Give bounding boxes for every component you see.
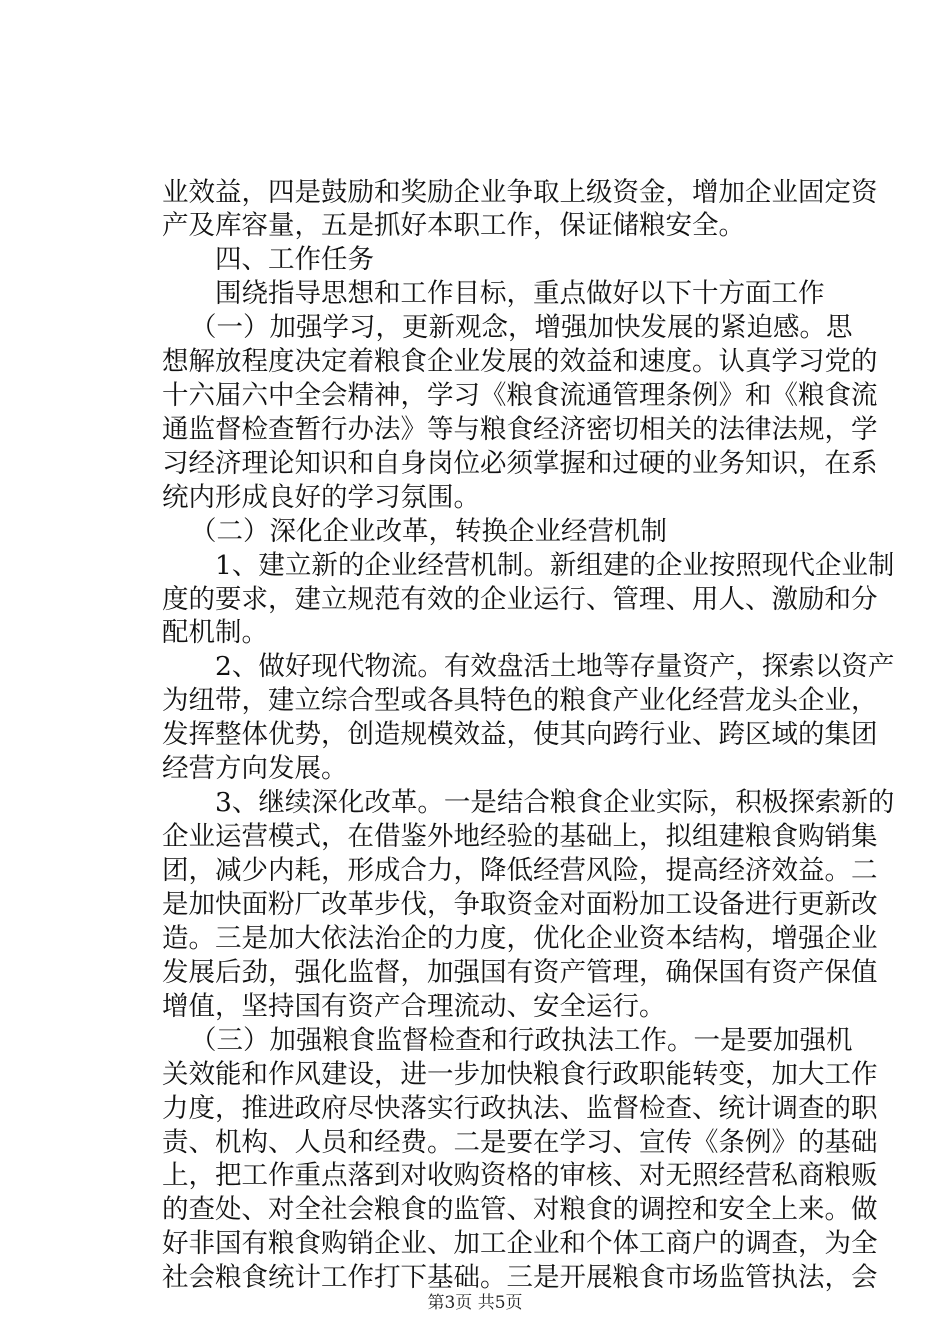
text-line: 经营方向发展。 [162,753,348,784]
text-line: 企业运营模式，在借鉴外地经验的基础上，拟组建粮食购销集 [162,821,878,852]
text-line: 上，把工作重点落到对收购资格的审核、对无照经营私商粮贩 [162,1160,878,1191]
text-line: 为纽带，建立综合型或各具特色的粮食产业化经营龙头企业， [162,685,878,716]
subsection-heading: （二）深化企业改革，转换企业经营机制 [190,516,667,547]
section-heading: 四、工作任务 [215,244,374,275]
text-line: 度的要求，建立规范有效的企业运行、管理、用人、激励和分 [162,584,878,615]
text-line: 业效益，四是鼓励和奖励企业争取上级资金，增加企业固定资 [162,177,878,208]
text-line: 十六届六中全会精神，学习《粮食流通管理条例》和《粮食流 [162,380,878,411]
text-line: 想解放程度决定着粮食企业发展的效益和速度。认真学习党的 [162,346,878,377]
page-footer: 第3页 共5页 [427,1293,523,1313]
text-line: 发展后劲，强化监督，加强国有资产管理，确保国有资产保值 [162,957,878,988]
text-line: 关效能和作风建设，进一步加快粮食行政职能转变，加大工作 [162,1059,878,1090]
text-line: 团，减少内耗，形成合力，降低经营风险，提高经济效益。二 [162,855,878,886]
text-line: 是加快面粉厂改革步伐，争取资金对面粉加工设备进行更新改 [162,889,878,920]
text-line: 产及库容量，五是抓好本职工作，保证储粮安全。 [162,210,745,241]
text-line: 围绕指导思想和工作目标，重点做好以下十方面工作 [215,278,825,309]
text-line: 好非国有粮食购销企业、加工企业和个体工商户的调查，为全 [162,1228,878,1259]
text-line: 3、继续深化改革。一是结合粮食企业实际，积极探索新的 [215,787,895,818]
text-line: 责、机构、人员和经费。二是要在学习、宣传《条例》的基础 [162,1127,878,1158]
text-line: 2、做好现代物流。有效盘活土地等存量资产，探索以资产 [215,651,895,682]
subsection-heading: （一）加强学习，更新观念，增强加快发展的紧迫感。思 [190,312,853,343]
text-line: 通监督检查暂行办法》等与粮食经济密切相关的法律法规，学 [162,414,878,445]
text-line: 力度，推进政府尽快落实行政执法、监督检查、统计调查的职 [162,1093,878,1124]
text-line: 社会粮食统计工作打下基础。三是开展粮食市场监管执法，会 [162,1262,878,1293]
text-line: 增值，坚持国有资产合理流动、安全运行。 [162,991,666,1022]
text-line: 1、建立新的企业经营机制。新组建的企业按照现代企业制 [215,550,895,581]
text-line: 的查处、对全社会粮食的监管、对粮食的调控和安全上来。做 [162,1194,878,1225]
text-line: 造。三是加大依法治企的力度，优化企业资本结构，增强企业 [162,923,878,954]
text-line: 统内形成良好的学习氛围。 [162,482,480,513]
subsection-heading: （三）加强粮食监督检查和行政执法工作。一是要加强机 [190,1025,853,1056]
text-line: 配机制。 [162,617,268,648]
text-line: 发挥整体优势，创造规模效益，使其向跨行业、跨区域的集团 [162,719,878,750]
text-line: 习经济理论知识和自身岗位必须掌握和过硬的业务知识，在系 [162,448,878,479]
